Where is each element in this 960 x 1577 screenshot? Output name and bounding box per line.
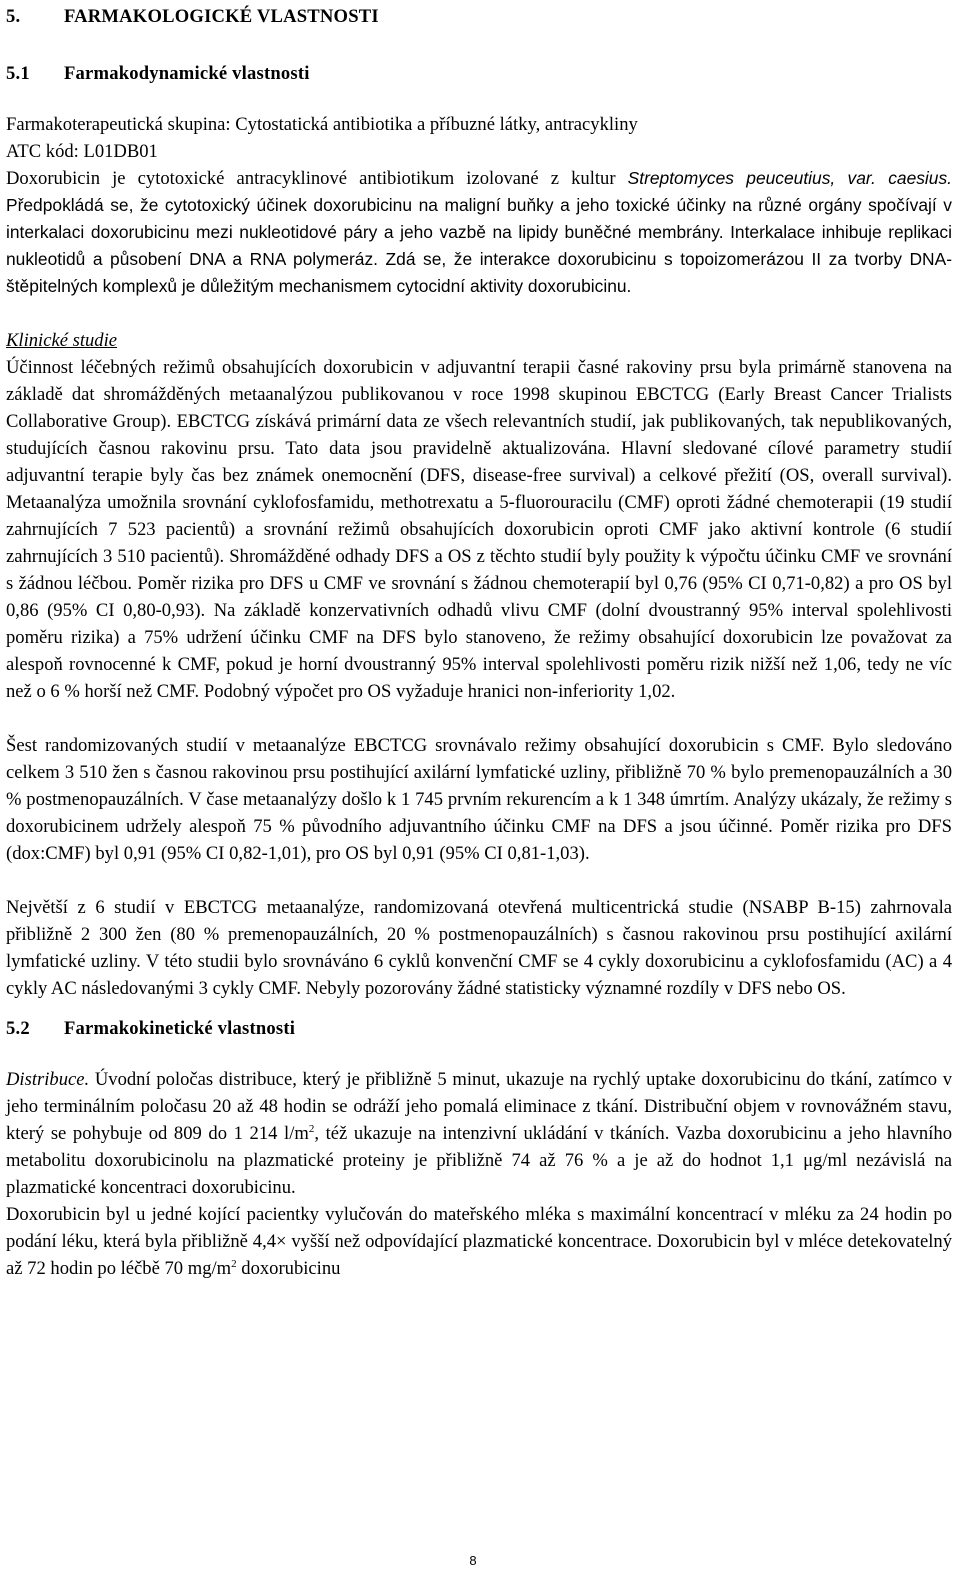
section-5-1-heading xyxy=(6,59,952,89)
clinical-studies-heading xyxy=(6,327,952,354)
origin-species: Streptomyces peuceutius, var. caesius. xyxy=(627,168,952,188)
section-5-2-number: 5.2 xyxy=(6,1018,30,1039)
origin-text: Doxorubicin je cytotoxické antracyklinové antibiotikum izolované z kultur xyxy=(6,168,628,189)
page-number: 8 xyxy=(469,1553,477,1568)
distribution-text-b: , též ukazuje na intenzivní ukládání v tkáních. Vazba doxorubicinu a jeho hlavního metabolitu doxorubicinolu na plazmatické proteiny je přibližně 74 až 76 % a je až do hodnot 1,1 xyxy=(6,1123,952,1171)
clinical-paragraph-1: Účinnost léčebných režimů obsahujících doxorubicin v adjuvantní terapii časné rakoviny prsu byla primárně stanovena na základě dat shromážděných metaanalýzou publikovanou v roce 1998 skupinou EBCTCG (Early Breast Cancer Trialists Collaborative Group). EBCTCG získává primární data ze všech relevantních studií, jak publikovaných, tak nepublikovaných, studujících časnou rakovinu prsu. Tato data jsou pravidelně aktualizována. Hlavní sledované cílové parametry studií adjuvantní terapie byly čas bez známek onemocnění (DFS, disease-free survival) a celkové přežití (OS, overall survival). Metaanalýza umožnila srovnání cyklofosfamidu, methotrexatu a 5-fluorouracilu (CMF) oproti žádné chemoterapii (19 studií zahrnujících 7 523 pacientů) a srovnání režimů obsahujících doxorubicin oproti CMF jako aktivní kontrole (6 studií zahrnujících 3 510 pacientů). Shromážděné odhady DFS a OS z těchto studií byly použity k výpočtu účinku CMF ve srovnání s žádnou léčbou. Poměr rizika pro DFS u CMF ve srovnání s žádnou chemoterapií byl 0,76 (95% CI 0,71-0,82) a pro OS byl 0,86 (95% CI 0,80-0,93). Na základě konzervativních odhadů vlivu CMF (dolní dvoustranný 95% interval spolehlivosti poměru rizika) a 75% udržení účinku CMF na DFS bylo stanoveno, že režimy obsahující doxorubicin lze považovat za alespoň rovnocenné k CMF, pokud je horní dvoustranný 95% interval spolehlivosti poměru rizik nižší než 1,06, tedy ne víc než o 6 % horší než CMF. Podobný výpočet pro OS vyžaduje hranici non-inferiority 1,02. xyxy=(6,357,952,702)
times-symbol: × xyxy=(276,1231,287,1252)
breast-milk-paragraph xyxy=(6,1201,952,1282)
clinical-studies-title: Klinické studie xyxy=(6,330,118,351)
section-5-1-title: Farmakodynamické vlastnosti xyxy=(64,63,310,84)
section-5-heading xyxy=(6,2,952,32)
pharmacotherapeutic-group: Farmakoterapeutická skupina: Cytostatická antibiotika a příbuzné látky, antracykliny xyxy=(6,114,638,135)
distribution-text-a: Úvodní poločas distribuce, který je přibližně 5 minut, ukazuje na rychlý uptake doxorubicinu do tkání, zatímco v jeho terminálním poločasu 20 až 48 hodin se odráží jeho pomalá eliminace z tkání. Distribuční objem v rovnovážném stavu, který se pohybuje od 809 do 1 214 l/m xyxy=(6,1069,952,1144)
clinical-paragraph-3: Největší z 6 studií v EBCTCG metaanalýze, randomizovaná otevřená multicentrická studie (NSABP B-15) zahrnovala přibližně 2 300 žen (80 % premenopauzálních, 20 % postmenopauzálních) s časnou rakovinou prsu postihující axilární lymfatické uzliny. V této studii bylo srovnáváno 6 cyklů konvenční CMF se 4 cykly doxorubicinu a cyklofosfamidu (AC) a 4 cykly AC následovanými 3 cykly CMF. Nebyly pozorovány žádné statisticky významné rozdíly v DFS nebo OS. xyxy=(6,897,952,999)
section-5-title: FARMAKOLOGICKÉ VLASTNOSTI xyxy=(64,6,379,27)
distribution-unit: μg/ml xyxy=(803,1150,848,1171)
section-5-2-title: Farmakokinetické vlastnosti xyxy=(64,1018,296,1039)
mechanism-paragraph xyxy=(6,165,952,300)
milk-text-c: doxorubicinu xyxy=(236,1258,341,1279)
section-5-number: 5. xyxy=(6,6,21,27)
distribution-superscript: 2 xyxy=(308,1122,315,1135)
milk-text-b: vyšší než odpovídající plazmatické koncentrace. Doxorubicin byl v mléce detekovatelný až 72 hodin po léčbě 70 mg/m xyxy=(6,1231,952,1279)
milk-text-a: Doxorubicin byl u jedné kojící pacientky vylučován do mateřského mléka s maximální koncentrací v mléku za 24 hodin po podání léku, která byla přibližně 4,4 xyxy=(6,1204,952,1252)
clinical-paragraph-2: Šest randomizovaných studií v metaanalýze EBCTCG srovnávalo režimy obsahující doxorubicin s CMF. Bylo sledováno celkem 3 510 žen s časnou rakovinou prsu postihující axilární lymfatické uzliny, přibližně 70 % bylo premenopauzálních a 30 % postmenopauzálních. V čase metaanalýzy došlo k 1 745 prvním rekurencím a k 1 348 úmrtím. Analýzy ukázaly, že režimy s doxorubicinem udržely alespoň 75 % původního adjuvantního účinku CMF na DFS a jsou účinné. Poměr rizika pro DFS (dox:CMF) byl 0,91 (95% CI 0,82-1,01), pro OS byl 0,91 (95% CI 0,81-1,03). xyxy=(6,735,952,864)
document-page xyxy=(6,0,952,1282)
milk-superscript: 2 xyxy=(231,1257,237,1270)
section-5-1-number: 5.1 xyxy=(6,63,30,84)
atc-code: ATC kód: L01DB01 xyxy=(6,141,158,162)
distribution-paragraph xyxy=(6,1066,952,1201)
distribution-label: Distribuce. xyxy=(6,1069,90,1090)
mechanism-text: Předpokládá se, že cytotoxický účinek doxorubicinu na maligní buňky a jeho toxické účinky na různé orgány spočívají v interkalaci doxorubicinu mezi nukleotidové páry a jeho vazbě na lipidy buněčné membrány. Interkalace inhibuje replikaci nukleotidů a působení DNA a RNA polymeráz. Zdá se, že interakce doxorubicinu s topoizomerázou II za tvorby DNA-štěpitelných komplexů je důležitým mechanismem cytocidní aktivity doxorubicinu. xyxy=(6,195,952,296)
distribution-text-c: nezávislá na plazmatické koncentraci doxorubicinu. xyxy=(6,1150,952,1198)
section-5-2-heading xyxy=(6,1014,952,1044)
